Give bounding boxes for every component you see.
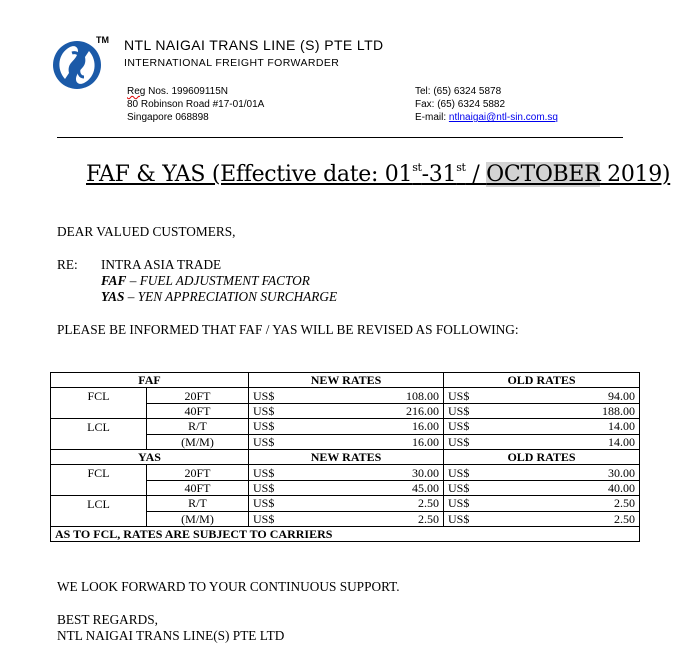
- lcl-span-cell: [51, 511, 147, 526]
- table-row: [51, 403, 640, 418]
- footnote-row: [51, 526, 640, 541]
- new-rates-header: NEW RATES: [249, 449, 444, 464]
- new-rates-header: NEW RATES: [249, 373, 444, 388]
- unit-cell: (M/M): [147, 434, 249, 449]
- old-rate-cell: 94.00: [506, 388, 640, 403]
- old-rates-header: OLD RATES: [444, 373, 640, 388]
- reg-number: Nos. 199609115N: [145, 86, 229, 97]
- company-address: [127, 85, 264, 124]
- old-rate-cell: 14.00: [506, 434, 640, 449]
- header-divider: [57, 137, 623, 138]
- old-rate-cell: 188.00: [506, 403, 640, 418]
- company-name: NTL NAIGAI TRANS LINE (S) PTE LTD: [124, 37, 384, 53]
- email-label: E-mail:: [415, 112, 449, 123]
- fcl-span-cell: [51, 403, 147, 418]
- address-line-1: 80 Robinson Road #17-01/01A: [127, 99, 265, 110]
- title-suffix: 2019): [600, 162, 671, 187]
- old-rate-cell: 14.00: [506, 419, 640, 434]
- faf-header: FAF: [51, 373, 249, 388]
- new-rate-cell: 45.00: [311, 480, 444, 495]
- unit-cell: 20FT: [147, 388, 249, 403]
- yas-header: YAS: [51, 449, 249, 464]
- faf-abbr: FAF: [101, 273, 127, 288]
- unit-cell: 40FT: [147, 403, 249, 418]
- currency-cell: US$: [444, 419, 506, 434]
- title-sup-1: st: [412, 161, 422, 174]
- new-rate-cell: 16.00: [311, 434, 444, 449]
- currency-cell: US$: [249, 465, 311, 480]
- unit-cell: R/T: [147, 496, 249, 511]
- currency-cell: US$: [249, 511, 311, 526]
- table-row: [51, 496, 640, 511]
- yas-header-row: [51, 449, 640, 464]
- yas-desc: – YEN APPRECIATION SURCHARGE: [124, 289, 338, 304]
- table-row: [51, 434, 640, 449]
- currency-cell: US$: [249, 496, 311, 511]
- currency-cell: US$: [444, 388, 506, 403]
- fcl-label: FCL: [51, 465, 147, 480]
- table-row: [51, 388, 640, 403]
- fcl-label: FCL: [51, 388, 147, 403]
- tel: Tel: (65) 6324 5878: [415, 86, 502, 97]
- old-rate-cell: 2.50: [506, 511, 640, 526]
- unit-cell: 20FT: [147, 465, 249, 480]
- document-title: [86, 162, 670, 187]
- new-rate-cell: 16.00: [311, 419, 444, 434]
- new-rate-cell: 30.00: [311, 465, 444, 480]
- currency-cell: US$: [444, 403, 506, 418]
- table-row: [51, 419, 640, 434]
- table-row: [51, 480, 640, 495]
- lcl-span-cell: [51, 434, 147, 449]
- company-logo: [50, 33, 112, 93]
- rates-table: [50, 372, 640, 542]
- old-rate-cell: 40.00: [506, 480, 640, 495]
- faf-definition: [101, 273, 310, 289]
- currency-cell: US$: [444, 434, 506, 449]
- currency-cell: US$: [249, 403, 311, 418]
- lcl-label: LCL: [51, 496, 147, 511]
- old-rate-cell: 2.50: [506, 496, 640, 511]
- old-rate-cell: 30.00: [506, 465, 640, 480]
- yas-definition: [101, 289, 337, 305]
- new-rate-cell: 2.50: [311, 496, 444, 511]
- currency-cell: US$: [249, 434, 311, 449]
- greeting: DEAR VALUED CUSTOMERS,: [57, 224, 236, 239]
- company-subtitle: INTERNATIONAL FREIGHT FORWARDER: [124, 57, 340, 69]
- trademark-mark: TM: [96, 35, 109, 45]
- signature-company: NTL NAIGAI TRANS LINE(S) PTE LTD: [57, 628, 285, 643]
- currency-cell: US$: [249, 419, 311, 434]
- currency-cell: US$: [249, 480, 311, 495]
- unit-cell: 40FT: [147, 480, 249, 495]
- old-rates-header: OLD RATES: [444, 449, 640, 464]
- faf-desc: – FUEL ADJUSTMENT FACTOR: [126, 273, 310, 288]
- re-label: RE:: [57, 257, 78, 272]
- title-sup-2: st: [456, 161, 466, 174]
- currency-cell: US$: [444, 465, 506, 480]
- email-link[interactable]: ntlnaigai@ntl-sin.com.sq: [448, 112, 558, 123]
- closing-line: WE LOOK FORWARD TO YOUR CONTINUOUS SUPPORT.: [57, 579, 400, 594]
- currency-cell: US$: [444, 496, 506, 511]
- company-contacts: [415, 85, 558, 124]
- informed-text: PLEASE BE INFORMED THAT FAF / YAS WILL BE REVISED AS FOLLOWING:: [57, 322, 519, 337]
- title-prefix: FAF & YAS (Effective date: 01: [86, 162, 413, 187]
- re-subject: INTRA ASIA TRADE: [101, 257, 222, 272]
- table-row: [51, 511, 640, 526]
- new-rate-cell: 2.50: [311, 511, 444, 526]
- fax: Fax: (65) 6324 5882: [415, 99, 506, 110]
- title-slash: /: [465, 162, 487, 187]
- table-row: [51, 465, 640, 480]
- regards-line: BEST REGARDS,: [57, 612, 158, 627]
- reg-word: Reg: [127, 86, 146, 97]
- unit-cell: (M/M): [147, 511, 249, 526]
- currency-cell: US$: [444, 480, 506, 495]
- fcl-span-cell: [51, 480, 147, 495]
- lcl-label: LCL: [51, 419, 147, 434]
- currency-cell: US$: [444, 511, 506, 526]
- title-dash: -31: [421, 162, 457, 187]
- unit-cell: R/T: [147, 419, 249, 434]
- address-line-2: Singapore 068898: [127, 112, 209, 123]
- faf-header-row: [51, 373, 640, 388]
- yas-abbr: YAS: [101, 289, 125, 304]
- title-month: OCTOBER: [486, 162, 601, 187]
- table-footnote: AS TO FCL, RATES ARE SUBJECT TO CARRIERS: [51, 526, 640, 541]
- new-rate-cell: 216.00: [311, 403, 444, 418]
- new-rate-cell: 108.00: [311, 388, 444, 403]
- currency-cell: US$: [249, 388, 311, 403]
